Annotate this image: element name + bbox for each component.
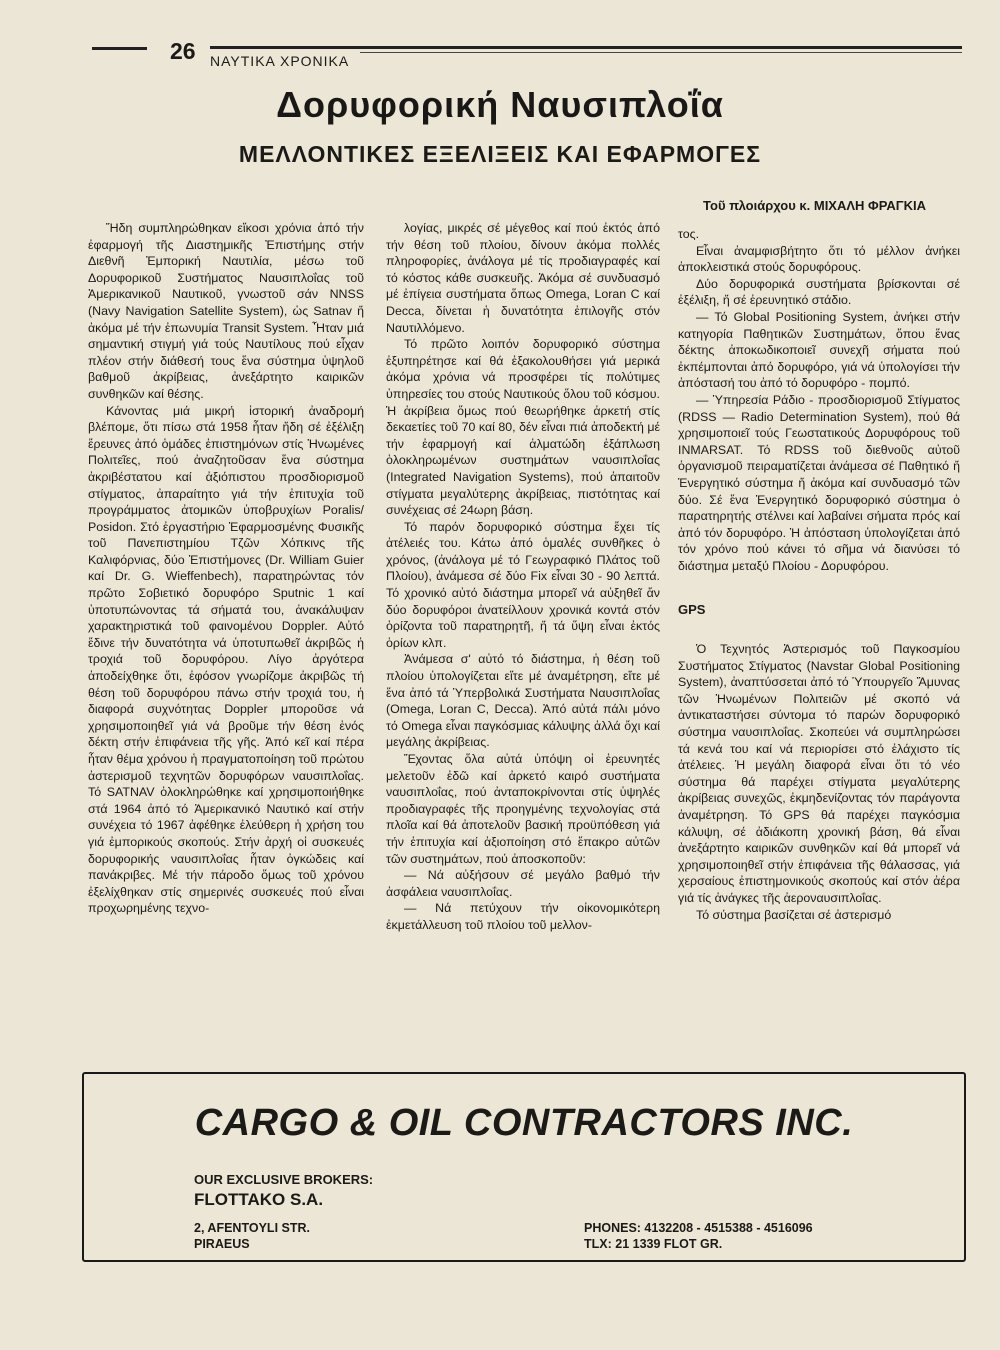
ad-phones: PHONES: 4132208 - 4515388 - 4516096 — [584, 1221, 813, 1235]
article-byline: Τοῦ πλοιάρχου κ. ΜΙΧΑΛΗ ΦΡΑΓΚΙΑ — [703, 198, 926, 213]
ad-telex: TLX: 21 1339 FLOT GR. — [584, 1237, 723, 1251]
paragraph: Ὁ Τεχνητός Ἀστερισμός τοῦ Παγκοσμίου Συστήματος Στίγματος (Navstar Global Positioning System), ἀναπτύσσεται ἀπό τό Ὑπουργεῖο Ἄμυνας τῶν Ἡνωμένων Πολιτειῶν μέ σκοπό νά ἀντικαταστήσει σύντομα τό παρών δορυφορικό σύστημα ναυσιπλοΐας. Σκοπεύει νά συμπληρώσει τά κενά του καί νά περιορίσει στό ἐλάχιστο τίς ἀτέλειες. Ἡ μεγάλη διαφορά εἶναι ὅτι τό νέο σύστημα θά παρέχει στίγματα μεγαλύτερης ἀκρίβειας συνεχῶς, ἐκμηδενίζοντας τόν παράγοντα ἀναμέτρηση. Τό GPS θά παρέχει παγκόσμια κάλυψη, σέ ἀδιάκοπη χρονική βάση, θά εἶναι ἀνεξάρτητο καιρικῶν συνθηκῶν καί θά μπορεῖ νά χρησιμοποιηθεῖ στήν ἐπιφάνεια τῆς θάλασσας, γιά χερσαίους ἐπιστημονικούς σκοπούς καί στόν ἀέρα γιά τίς ἀνάγκες τῆς ἀεροναυσιπλοΐας. — [678, 642, 960, 905]
paragraph: Ἤδη συμπληρώθηκαν εἴκοσι χρόνια ἀπό τήν ἐφαρμογή τῆς Διαστημικῆς Ἐπιστήμης στήν Διεθνῆ Ἐμπορική Ναυτιλία, μέσω τοῦ Δορυφορικοῦ Συστήματος Ναυσιπλοΐας τοῦ Ἀμερικανικοῦ Ναυτικοῦ, γνωστοῦ σάν NNSS (Navy Navigation Satellite System), ὡς Satnav ἤ ἀκόμα μέ τήν ἐπωνυμία Transit System. Ἦταν μιά σημαντική στιγμή γιά τούς Ναυτίλους πού εἶχαν πλέον στήν διάθεσή τους ἕνα σύστημα ὑψηλοῦ βαθμοῦ ἀκρίβειας, ἀνεξάρτητο καιρικῶν συνθηκῶν καί θέσης. — [88, 221, 364, 401]
paragraph: Κάνοντας μιά μικρή ἱστορική ἀναδρομή βλέπομε, ὅτι πίσω στά 1958 ἦταν ἤδη σέ ἐξέλιξη ἔρευνες ἀπό ὁμάδες ἐπιστημόνων στίς Ἡνωμένες Πολιτεῖες, πού ἀναζητοῦσαν ἕνα σύστημα ἀκριβέστατου καί ἀξιόπιστου προσδιορισμοῦ στίγματος, ἀπαραίτητο γιά τήν ἐπιτυχία τοῦ προγράμματος ἀτομικῶν ὑποβρυχίων Poralis/ Posidon. Στό ἐργαστήριο Ἐφαρμοσμένης Φυσικῆς τοῦ Πανεπιστημίου Τζῶν Χόπκινς τῆς Καλιφόρνιας, δύο Ἐπιστήμονες (Dr. William Guier καί Dr. G. Wieffenbech), παρατηρώντας τόν πρῶτο Σοβιετικό δορυφόρο Sputnic 1 καί ὑποτυπώνοντας τά σήματά του, ἀνακάλυψαν χαρακτηριστικά τοῦ φαινομένου Doppler. Αὐτό ἔδινε τήν δυνατότητα νά ὑποτυπωθεῖ ἀκριβῶς ἡ τροχιά τοῦ δορυφόρου. Λίγο ἀργότερα ἀποδείχθηκε ὅτι, ἐφόσον γνωρίζομε ἀκριβῶς τή θέση τοῦ δορυφόρου πάνω στήν τροχιά του, ἡ διαφορά συχνότητας Doppler μποροῦσε νά χρησιμοποιηθεῖ γιά νά βροῦμε τήν θέση ἑνός δέκτη στήν ἐπιφάνεια τῆς γῆς. Ἀπό κεῖ καί πέρα ἦταν θέμα χρόνου ἡ πραγματοποίηση τοῦ πρώτου ἀστερισμοῦ τεχνητῶν δορυφόρων ναυσιπλοΐας. Τό SATNAV ὁλοκληρώθηκε καί χρησιμοποιήθηκε στά 1964 ἀπό τό Ἀμερικανικό Ναυτικό καί στήν συνέχεια τό 1967 ἀφέθηκε ἐλεύθερη ἡ χρήση του γιά ἐμπορικούς σκοπούς. Στήν ἀρχή οἱ συσκευές δορυφορικής ναυσιπλοΐας ἦταν ὀγκώδεις καί πανάκριβες. Μέ τήν πάροδο ὅμως τοῦ χρόνου ἐξελίχθηκαν στίς σημερινές συσκευές πού εἶναι προχωρημένης τεχνο- — [88, 403, 364, 916]
paragraph: Τό σύστημα βασίζεται σέ ἀστερισμό — [696, 907, 892, 922]
ad-city: PIRAEUS — [194, 1237, 250, 1251]
paragraph: τος. — [678, 227, 700, 241]
ad-brokers-label: OUR EXCLUSIVE BROKERS: — [194, 1172, 374, 1187]
ad-company-name: CARGO & OIL CONTRACTORS INC. — [194, 1102, 854, 1144]
publication-name: ΝΑΥΤΙΚΑ ΧΡΟΝΙΚΑ — [210, 53, 350, 69]
paragraph: Ἀνάμεσα σ' αὐτό τό διάστημα, ἡ θέση τοῦ πλοίου ὑπολογίζεται εἴτε μέ ἀναμέτρηση, εἴτε μέ ἕνα ἀπό τά Ὑπερβολικά Συστήματα Ναυσιπλοΐας (Omega, Loran C, Decca). Ἀπό αὐτά πάλι μόνο τό Omega εἶναι παγκόσμιας κάλυψης ἀλλά ὄχι καί μεγάλης ἀκρίβειας. — [386, 652, 660, 750]
paragraph: — Νά πετύχουν τήν οἰκονομικότερη ἐκμετάλλευση τοῦ πλοίου τοῦ μελλον- — [386, 901, 660, 932]
header-rule-left — [92, 47, 147, 50]
article-subtitle: ΜΕΛΛΟΝΤΙΚΕΣ ΕΞΕΛΙΞΕΙΣ ΚΑΙ ΕΦΑΡΜΟΓΕΣ — [238, 141, 762, 167]
header-rule-right — [210, 46, 962, 49]
ad-broker-name: FLOTTAKO S.A. — [194, 1190, 324, 1209]
paragraph: — Ὑπηρεσία Ράδιο - προσδιορισμοῦ Στίγματος (RDSS — Radio Determination System), πού θά χρησιμοποιεῖ τούς Γεωστατικούς Δορυφόρους τοῦ INMARSAT. Τό RDSS τοῦ διεθνοῦς αὐτοῦ ὀργανισμοῦ πειραματίζεται ἀνάμεσα σέ Παθητικό ἤ Ἐνεργητικό σύστημα ἤ ἀκόμα καί συνδυασμό τῶν δύο. Σέ ἕνα Ἐνεργητικό δορυφορικό σύστημα ὁ παρατηρητής στέλνει καί λαβαίνει σήματα πρός καί ἀπό τόν δορυφόρο. Ἡ ἀπόσταση ὑπολογίζεται ἀπό τόν χρόνο πού κάνει τό σῆμα νά διανύσει τό διάστημα μεταξύ Πλοίου - Δορυφόρου. — [678, 392, 960, 573]
article-column-3 — [678, 226, 960, 923]
article-column-2 — [386, 220, 660, 934]
page-number: 26 — [170, 38, 196, 64]
article-title: Δορυφορική Ναυσιπλοΐα — [276, 84, 724, 125]
paragraph: Δύο δορυφορικά συστήματα βρίσκονται σέ ἐξέλιξη, ἤ σέ ἐρευνητικό στάδιο. — [678, 276, 960, 308]
paragraph: — Τό Global Positioning System, ἀνήκει στήν κατηγορία Παθητικῶν Συστημάτων, ὅπου ἕνας δέκτης ἀποκωδικοποιεῖ συνεχῆ σήματα πού ἐκπέμπονται ἀπό δορυφόρο, γιά νά ὑπολογίσει τήν ἀπόστασή του ἀπό τό δορυφόρο - πομπό. — [678, 309, 960, 391]
paragraph: — Νά αὐξήσουν σέ μεγάλο βαθμό τήν ἀσφάλεια ναυσιπλοΐας. — [386, 868, 660, 899]
paragraph: Ἔχοντας ὅλα αὐτά ὑπόψη οἱ ἐρευνητές μελετοῦν ἐδῶ καί ἀρκετό καιρό συστήματα ναυσιπλοΐας, πού ἀνταποκρίνονται στίς ὑψηλές προδιαγραφές τῆς προηγμένης τεχνολογίας στά πλοῖα καί θά ἀποτελοῦν βασική προϋπόθεση γιά τήν ἐπιτυχία καί ἀξιοποίηση στό ἔπακρο αὐτῶν τῶν συστημάτων, πού ἀποσκοποῦν: — [386, 752, 660, 866]
article-column-1 — [88, 220, 364, 917]
header-rule-thin — [360, 52, 962, 53]
section-heading-gps: GPS — [678, 602, 706, 618]
advertisement-box — [82, 1072, 966, 1262]
paragraph: Εἶναι ἀναμφισβήτητο ὅτι τό μέλλον ἀνήκει ἀποκλειστικά στούς δορυφόρους. — [678, 243, 960, 275]
paragraph: λογίας, μικρές σέ μέγεθος καί πού ἐκτός ἀπό τήν θέση τοῦ πλοίου, δίνουν ἀκόμα πολλές πληροφορίες, ἀνάλογα μέ τίς προδιαγραφές καί τό κόστος κάθε συσκευῆς. Ἀκόμα σέ συνδυασμό μέ ἐπίγεια συστήματα ὅπως Omega, Loran C καί Decca, δίνεται ἡ δυνατότητα ἐπιλογῆς στόν Ναυτιλλόμενο. — [386, 221, 660, 335]
paragraph: Τό παρόν δορυφορικό σύστημα ἔχει τίς ἀτέλειές του. Κάτω ἀπό ὁμαλές συνθῆκες ὁ χρόνος, (ἀνάλογα μέ τό Γεωγραφικό Πλάτος τοῦ Πλοίου), ἀνάμεσα σέ δύο Fix εἶναι 30 - 90 λεπτά. Τό χρονικό αὐτό διάστημα μπορεῖ νά αὐξηθεῖ ἄν δύο δορυφόροι ἀνατείλλουν χρονικά κοντά στόν ὁρίζοντα τοῦ παρατηρητῆ, ἤ τά ὕψη εἶναι ἐκτός ὁρίων κλπ. — [386, 519, 660, 650]
ad-address: 2, AFENTOYLI STR. — [194, 1221, 310, 1235]
paragraph: Τό πρῶτο λοιπόν δορυφορικό σύστημα ἐξυπηρέτησε καί θά ἐξακολουθήσει γιά μερικά ἀκόμα χρόνια νά προσφέρει τίς πολύτιμες ὑπηρεσίες του στούς Ναυτικούς ὅλου τοῦ κόσμου. Ἡ ἀκρίβεια ὅμως πού θεωρήθηκε ἀρκετή στίς δεκαετίες τοῦ 70 καί 80, δέν εἶναι πιά ἀποδεκτή μέ τήν ἐφαρμογή καί ἀλματώδη ἐξάπλωση ὁλοκληρωμένων συστημάτων ναυσιπλοΐας (Integrated Navigation Systems), πού ἀπαιτοῦν στίγματα μεγαλύτερης ἀκρίβειας, πιστότητας καί συνέχειας σέ 24ωρη βάση. — [386, 337, 660, 518]
